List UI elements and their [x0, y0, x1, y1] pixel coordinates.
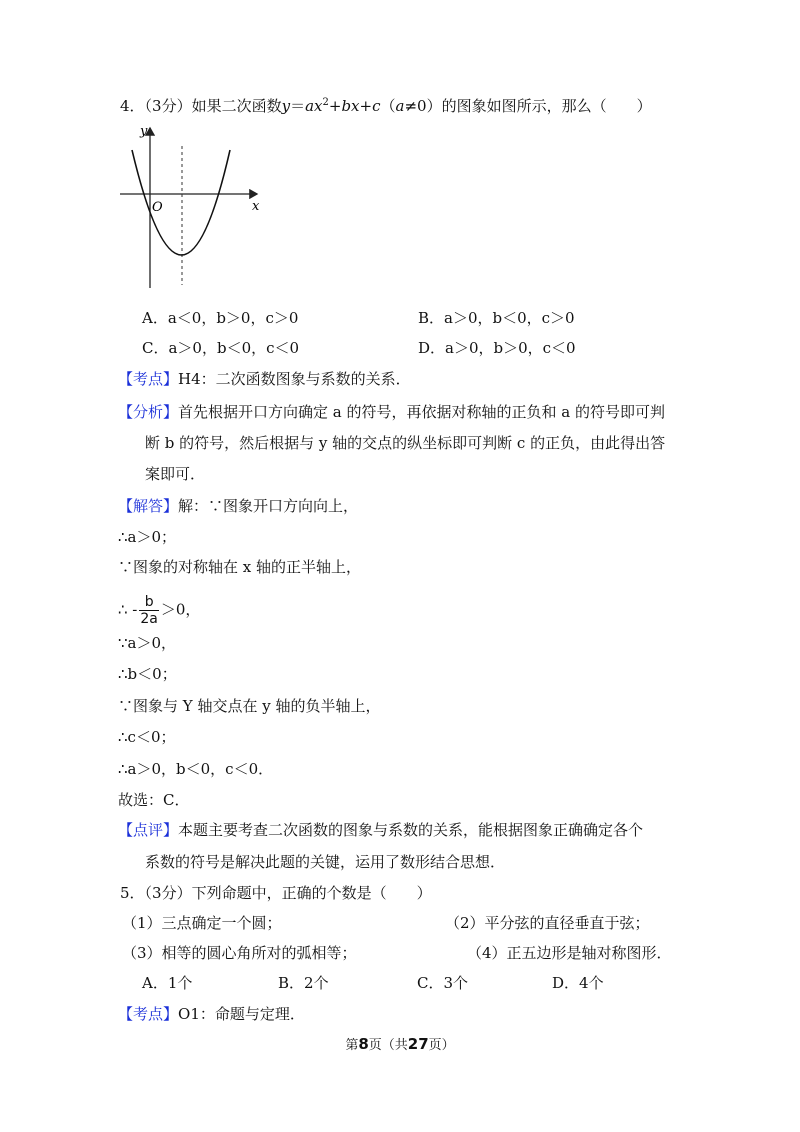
footer-total-pages: 27 [407, 1035, 429, 1053]
q4-kaodian [118, 369, 411, 389]
q4-fenxi-line3: 案即可． [145, 465, 206, 483]
q4-option-a: A．a＜0，b＞0，c＞0 [142, 309, 299, 327]
solution-answer: 故选：C． [118, 791, 190, 809]
q4-stem [120, 96, 652, 116]
origin-label: O [152, 200, 163, 215]
q5-kaodian-tag: 【考点】 [118, 1005, 179, 1023]
q4-eq-sup: 2 [322, 97, 329, 108]
q4-dianping-line1: 本题主要考查二次函数的图象与系数的关系，能根据图象正确确定各个 [178, 821, 644, 839]
q4-eq-eq: ＝ [290, 97, 306, 115]
q4-fenxi-line2: 断 b 的符号，然后根据与 y 轴的交点的纵坐标即可判断 c 的正负，由此得出答 [145, 434, 666, 452]
q5-option-c: C．3个 [417, 974, 469, 992]
solution-step: ∵图象与 Y 轴交点在 y 轴的负半轴上， [118, 697, 381, 715]
q4-eq-a: ax [305, 97, 323, 115]
solution-step: ∴a＞0，b＜0，c＜0． [118, 760, 274, 778]
solution-step: ∴c＜0； [118, 728, 176, 746]
q4-kaodian-text: H4：二次函数图象与系数的关系． [178, 370, 411, 388]
q4-option-d: D．a＞0，b＞0，c＜0 [418, 339, 576, 357]
q5-option-b: B．2个 [278, 974, 329, 992]
q4-stem-prefix: 4．（3分）如果二次函数 [120, 97, 282, 115]
q4-cond-a: a [395, 97, 405, 115]
parabola-curve [132, 150, 230, 255]
q4-fenxi-line1: 首先根据开口方向确定 a 的符号，再依据对称轴的正负和 a 的符号即可判 [178, 403, 665, 421]
q4-dianping-tag: 【点评】 [118, 821, 179, 839]
q4-parabola-graph [112, 120, 272, 295]
q4-option-b: B．a＞0，b＜0，c＞0 [418, 309, 575, 327]
fraction-numerator: b [139, 594, 159, 611]
fraction-denominator: 2a [140, 611, 158, 627]
q4-jieda [118, 496, 358, 516]
q4-eq-c: c [372, 97, 381, 115]
q4-cond-rest: ≠0）的图象如图所示，那么（ ） [404, 97, 652, 115]
solution-step: ∴b＜0； [118, 665, 177, 683]
q5-item: （2）平分弦的直径垂直于弦； [445, 914, 650, 932]
q4-jieda-text: 解：∵图象开口方向向上， [178, 497, 359, 515]
q5-stem: 5．（3分）下列命题中，正确的个数是（ ） [120, 884, 432, 902]
q5-item: （4）正五边形是轴对称图形． [467, 944, 672, 962]
solution-step: ∵a＞0， [118, 634, 177, 652]
q5-kaodian-text: O1：命题与定理． [178, 1005, 305, 1023]
q4-kaodian-tag: 【考点】 [118, 370, 179, 388]
q4-fenxi [118, 402, 665, 422]
q4-jieda-tag: 【解答】 [118, 497, 179, 515]
fraction-suffix: ＞0， [160, 600, 201, 619]
solution-step: ∵图象的对称轴在 x 轴的正半轴上， [118, 558, 361, 576]
q4-eq-b: bx [341, 97, 360, 115]
y-axis-label: y [140, 124, 148, 139]
footer-pre: 第 [345, 1038, 359, 1053]
q5-item: （1）三点确定一个圆； [122, 914, 282, 932]
x-axis-label: x [252, 199, 260, 214]
fraction-b-over-2a [139, 594, 159, 627]
q4-dianping-line2: 系数的符号是解决此题的关键，运用了数形结合思想． [145, 853, 506, 871]
footer-page-number: 8 [358, 1035, 369, 1053]
q5-option-d: D．4个 [552, 974, 604, 992]
page-footer [0, 1034, 800, 1053]
q4-eq-plus1: + [328, 97, 342, 115]
q4-fenxi-tag: 【分析】 [118, 403, 179, 421]
solution-step: ∴a＞0； [118, 528, 177, 546]
q4-option-c: C．a＞0，b＜0，c＜0 [142, 339, 300, 357]
q5-item: （3）相等的圆心角所对的弧相等； [122, 944, 357, 962]
solution-step-fraction [118, 594, 200, 627]
q5-option-a: A．1个 [142, 974, 193, 992]
q4-cond: （ [380, 97, 396, 115]
q4-eq-y: y [281, 97, 291, 115]
q4-eq-plus2: + [359, 97, 373, 115]
footer-mid: 页（共 [368, 1038, 408, 1053]
fraction-prefix: ∴ - [118, 600, 138, 619]
q4-dianping [118, 820, 643, 840]
q5-kaodian [118, 1004, 305, 1024]
footer-post: 页） [428, 1038, 455, 1053]
